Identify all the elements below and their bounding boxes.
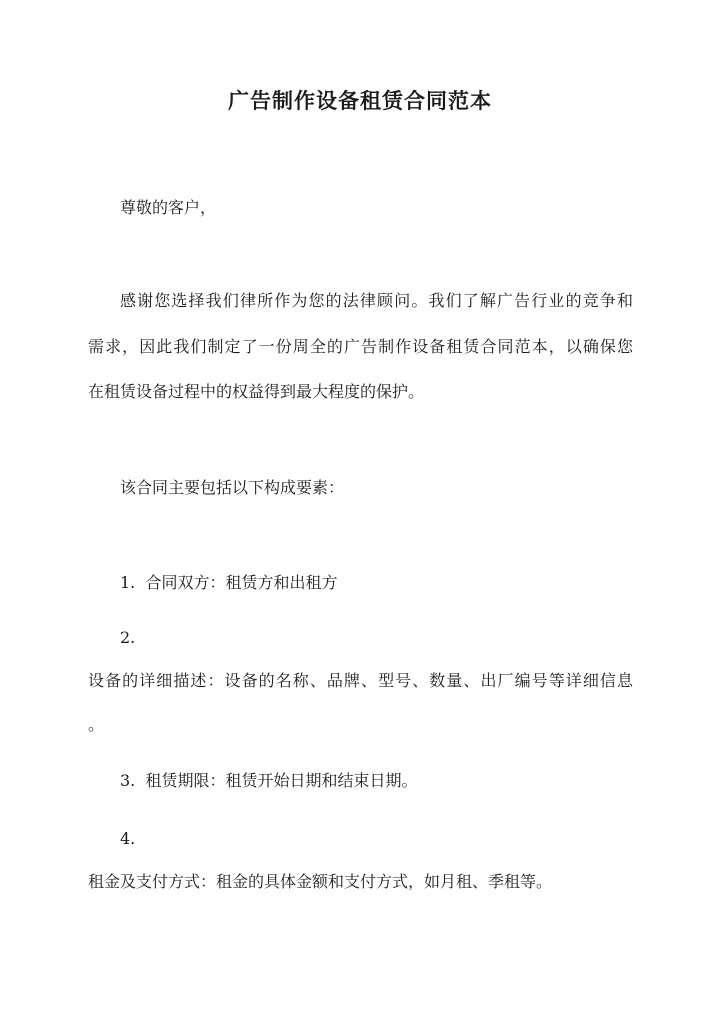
list-item-text-tail: 。 xyxy=(88,715,105,734)
intro-paragraph-line-2 xyxy=(88,335,633,359)
document-title: 广告制作设备租赁合同范本 xyxy=(228,88,492,113)
list-item-text: 合同双方：租赁方和出租方 xyxy=(145,573,338,592)
list-item-number: 4. xyxy=(120,829,136,848)
list-item xyxy=(120,571,337,595)
list-item-number: 1. xyxy=(120,573,136,592)
intro-paragraph-line-1 xyxy=(120,289,633,313)
list-item-text: 设备的详细描述：设备的名称、品牌、型号、数量、出厂编号等详细信息 xyxy=(88,671,633,690)
intro-line-1-text: 感谢您选择我们律所作为您的法律顾问。我们了解广告行业的竞争和 xyxy=(120,291,633,310)
list-item-number: 3. xyxy=(120,771,136,790)
list-item-number: 2. xyxy=(120,628,136,647)
list-item-text: 租金及支付方式：租金的具体金额和支付方式，如月租、季租等。 xyxy=(88,872,553,891)
intro-line-2-text: 需求，因此我们制定了一份周全的广告制作设备租赁合同范本，以确保您 xyxy=(88,337,633,356)
list-item xyxy=(120,769,417,793)
list-item xyxy=(88,669,633,693)
intro-paragraph-line-3: 在租赁设备过程中的权益得到最大程度的保护。 xyxy=(88,382,425,401)
list-item xyxy=(88,870,552,894)
list-item-text: 租赁期限：租赁开始日期和结束日期。 xyxy=(145,771,418,790)
salutation: 尊敬的客户， xyxy=(120,198,217,217)
elements-intro: 该合同主要包括以下构成要素： xyxy=(120,478,345,497)
